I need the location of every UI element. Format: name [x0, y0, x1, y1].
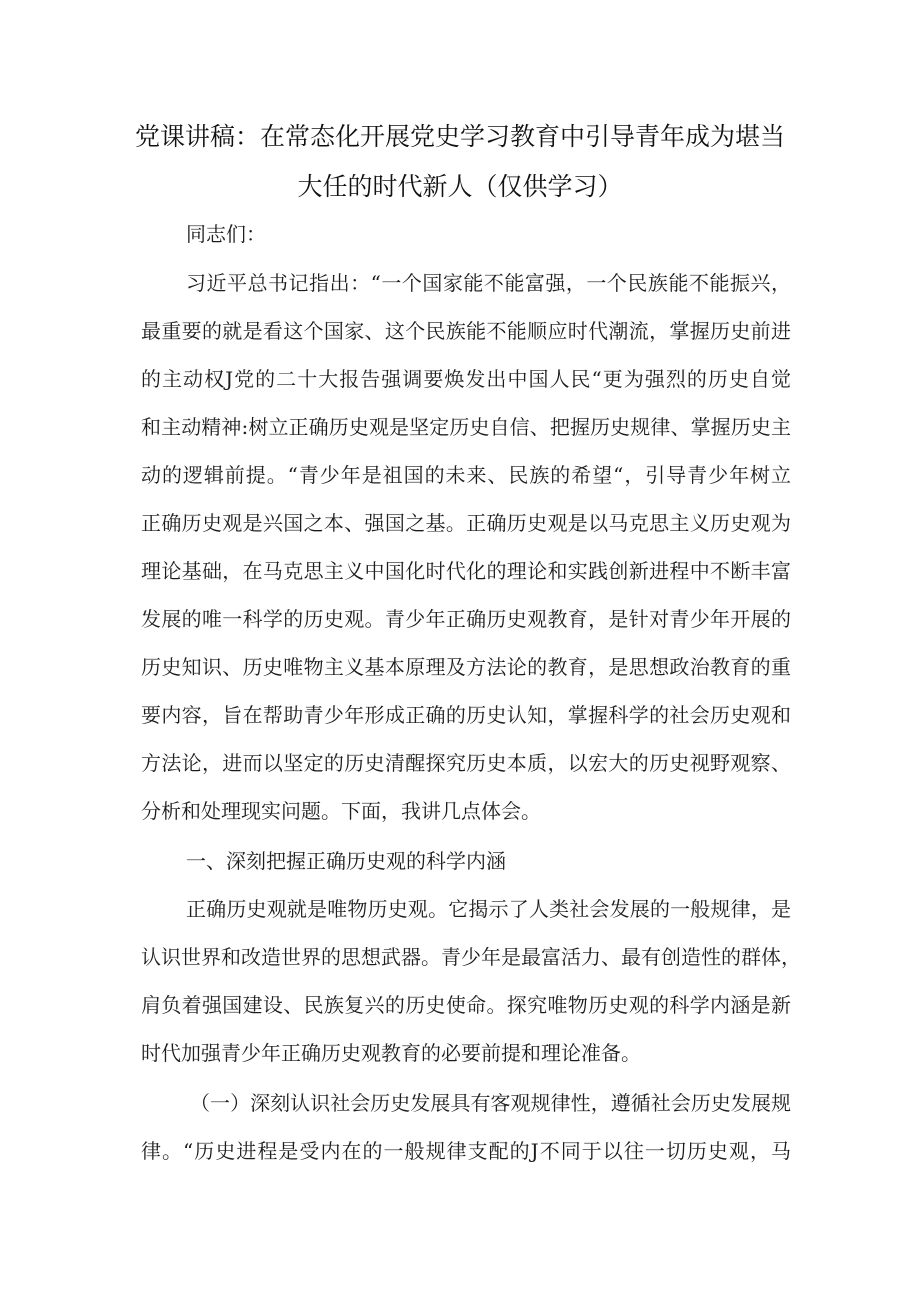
paragraph-1-line: 最重要的就是看这个国家、这个民族能不能顺应时代潮流，掌握历史前进 [141, 319, 791, 343]
paragraph-1-line: 历史知识、历史唯物主义基本原理及方法论的教育，是思想政治教育的重 [141, 655, 791, 679]
document-title-line-2: 大任的时代新人（仅供学习） [297, 172, 623, 201]
paragraph-1-line: 和主动精神:树立正确历史观是坚定历史自信、把握历史规律、掌握历史主 [141, 415, 791, 439]
paragraph-1-line: 的主动权J党的二十大报告强调要焕发出中国人民“更为强烈的历史自觉 [141, 367, 791, 391]
document-title-line-1: 党课讲稿：在常态化开展党史学习教育中引导青年成为堪当 [134, 122, 785, 151]
paragraph-3-line: 律。“历史进程是受内在的一般规律支配的J不同于以往一切历史观，马 [141, 1139, 791, 1163]
paragraph-2-line: 认识世界和改造世界的思想武器。青少年是最富活力、最有创造性的群体， [141, 945, 801, 969]
paragraph-1-line: 发展的唯一科学的历史观。青少年正确历史观教育，是针对青少年开展的 [141, 607, 791, 631]
paragraph-1-line: 要内容，旨在帮助青少年形成正确的历史认知，掌握科学的社会历史观和 [141, 703, 791, 727]
paragraph-1-line: 正确历史观是兴国之本、强国之基。正确历史观是以马克思主义历史观为 [141, 511, 791, 535]
paragraph-1-line: 习近平总书记指出：“一个国家能不能富强，一个民族能不能振兴， [186, 271, 791, 295]
paragraph-3-line: （一）深刻认识社会历史发展具有客观规律性，遵循社会历史发展规 [190, 1091, 791, 1115]
paragraph-2-line: 肩负着强国建设、民族复兴的历史使命。探究唯物历史观的科学内涵是新 [141, 993, 791, 1017]
paragraph-2-line: 时代加强青少年正确历史观教育的必要前提和理论准备。 [141, 1041, 641, 1065]
paragraph-1-line: 分析和处理现实问题。下面，我讲几点体会。 [141, 799, 541, 823]
paragraph-1-line: 理论基础，在马克思主义中国化时代化的理论和实践创新进程中不断丰富 [141, 559, 791, 583]
section-heading-1: 一、深刻把握正确历史观的科学内涵 [186, 849, 506, 873]
paragraph-1-line: 动的逻辑前提。“青少年是祖国的未来、民族的希望“，引导青少年树立 [141, 463, 791, 487]
paragraph-1-line: 方法论，进而以坚定的历史清醒探究历史本质，以宏大的历史视野观察、 [141, 751, 791, 775]
paragraph-2-line: 正确历史观就是唯物历史观。它揭示了人类社会发展的一般规律，是 [186, 897, 791, 921]
salutation: 同志们： [186, 222, 266, 246]
